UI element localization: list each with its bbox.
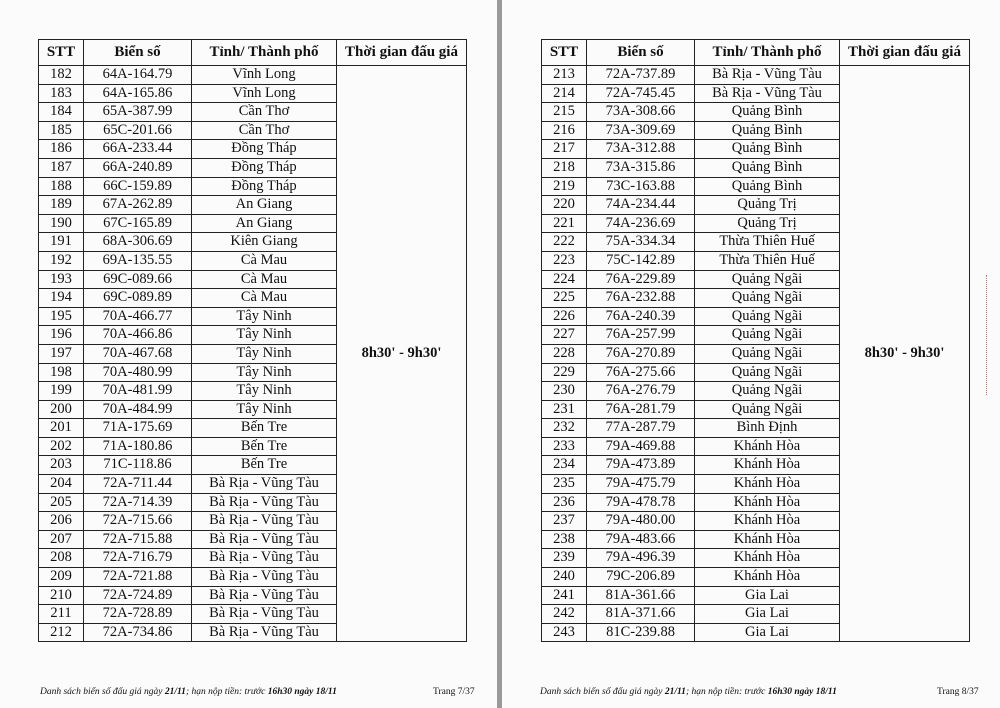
- cell-province: Bến Tre: [192, 419, 337, 438]
- cell-province: Bà Rịa - Vũng Tàu: [192, 586, 337, 605]
- auction-plate-table: [541, 39, 970, 642]
- cell-stt: 198: [39, 363, 84, 382]
- cell-stt: 225: [542, 289, 587, 308]
- cell-stt: 241: [542, 586, 587, 605]
- cell-plate-number: 79A-469.88: [587, 437, 695, 456]
- cell-stt: 187: [39, 158, 84, 177]
- cell-province: Tây Ninh: [192, 307, 337, 326]
- cell-province: Gia Lai: [695, 605, 840, 624]
- cell-province: Kiên Giang: [192, 233, 337, 252]
- table-header-row: [542, 40, 970, 66]
- cell-plate-number: 81A-371.66: [587, 605, 695, 624]
- cell-plate-number: 69A-135.55: [84, 251, 192, 270]
- header-stt: STT: [39, 40, 84, 66]
- cell-stt: 199: [39, 382, 84, 401]
- cell-province: Quảng Ngãi: [695, 289, 840, 308]
- cell-stt: 239: [542, 549, 587, 568]
- cell-stt: 189: [39, 196, 84, 215]
- cell-stt: 184: [39, 103, 84, 122]
- cell-plate-number: 70A-480.99: [84, 363, 192, 382]
- cell-stt: 228: [542, 344, 587, 363]
- cell-stt: 243: [542, 623, 587, 642]
- cell-province: An Giang: [192, 214, 337, 233]
- cell-plate-number: 76A-229.89: [587, 270, 695, 289]
- cell-plate-number: 72A-728.89: [84, 605, 192, 624]
- cell-stt: 191: [39, 233, 84, 252]
- cell-stt: 221: [542, 214, 587, 233]
- cell-province: Bà Rịa - Vũng Tàu: [192, 568, 337, 587]
- cell-province: Cà Mau: [192, 289, 337, 308]
- cell-province: Tây Ninh: [192, 363, 337, 382]
- cell-province: Khánh Hòa: [695, 456, 840, 475]
- page-number: Trang 7/37: [433, 687, 475, 697]
- cell-province: Vĩnh Long: [192, 66, 337, 85]
- cell-plate-number: 70A-466.77: [84, 307, 192, 326]
- cell-province: Quảng Ngãi: [695, 326, 840, 345]
- cell-stt: 215: [542, 103, 587, 122]
- cell-plate-number: 66A-233.44: [84, 140, 192, 159]
- cell-stt: 217: [542, 140, 587, 159]
- cell-stt: 230: [542, 382, 587, 401]
- cell-province: Khánh Hòa: [695, 512, 840, 531]
- cell-stt: 237: [542, 512, 587, 531]
- cell-stt: 183: [39, 84, 84, 103]
- cell-stt: 235: [542, 475, 587, 494]
- cell-plate-number: 81A-361.66: [587, 586, 695, 605]
- cell-province: Bà Rịa - Vũng Tàu: [192, 512, 337, 531]
- cell-auction-time: 8h30' - 9h30': [840, 66, 970, 642]
- cell-plate-number: 67C-165.89: [84, 214, 192, 233]
- cell-stt: 207: [39, 530, 84, 549]
- cell-plate-number: 73A-309.69: [587, 121, 695, 140]
- cell-plate-number: 75C-142.89: [587, 251, 695, 270]
- cell-plate-number: 67A-262.89: [84, 196, 192, 215]
- cell-plate-number: 70A-466.86: [84, 326, 192, 345]
- document-page-right: [502, 0, 1000, 708]
- cell-province: Khánh Hòa: [695, 549, 840, 568]
- table-row: [39, 66, 467, 85]
- cell-province: Quảng Trị: [695, 214, 840, 233]
- cell-plate-number: 77A-287.79: [587, 419, 695, 438]
- cell-province: Quảng Bình: [695, 103, 840, 122]
- cell-stt: 214: [542, 84, 587, 103]
- table-row: [542, 66, 970, 85]
- cell-province: Quảng Ngãi: [695, 363, 840, 382]
- cell-stt: 204: [39, 475, 84, 494]
- cell-plate-number: 76A-270.89: [587, 344, 695, 363]
- cell-stt: 222: [542, 233, 587, 252]
- cell-stt: 209: [39, 568, 84, 587]
- cell-province: Đồng Tháp: [192, 140, 337, 159]
- cell-stt: 208: [39, 549, 84, 568]
- cell-province: Quảng Ngãi: [695, 344, 840, 363]
- cell-stt: 227: [542, 326, 587, 345]
- cell-province: Cần Thơ: [192, 103, 337, 122]
- cell-plate-number: 71A-175.69: [84, 419, 192, 438]
- cell-stt: 224: [542, 270, 587, 289]
- cell-stt: 190: [39, 214, 84, 233]
- cell-province: Quảng Bình: [695, 158, 840, 177]
- cell-province: Khánh Hòa: [695, 437, 840, 456]
- cell-province: Bà Rịa - Vũng Tàu: [695, 84, 840, 103]
- cell-province: Tây Ninh: [192, 326, 337, 345]
- cell-province: Tây Ninh: [192, 382, 337, 401]
- cell-plate-number: 79A-496.39: [587, 549, 695, 568]
- cell-plate-number: 73A-312.88: [587, 140, 695, 159]
- cell-province: Quảng Ngãi: [695, 270, 840, 289]
- cell-province: Bà Rịa - Vũng Tàu: [192, 493, 337, 512]
- cell-plate-number: 81C-239.88: [587, 623, 695, 642]
- cell-plate-number: 69C-089.89: [84, 289, 192, 308]
- cell-plate-number: 76A-276.79: [587, 382, 695, 401]
- cell-plate-number: 66A-240.89: [84, 158, 192, 177]
- cell-province: Bến Tre: [192, 456, 337, 475]
- cell-province: Vĩnh Long: [192, 84, 337, 103]
- cell-stt: 240: [542, 568, 587, 587]
- cell-plate-number: 72A-721.88: [84, 568, 192, 587]
- cell-stt: 210: [39, 586, 84, 605]
- cell-province: Bà Rịa - Vũng Tàu: [192, 605, 337, 624]
- cell-plate-number: 79A-473.89: [587, 456, 695, 475]
- cell-province: Cần Thơ: [192, 121, 337, 140]
- page-footer-note: Danh sách biển số đấu giá ngày 21/11; hạn nộp tiền: trước 16h30 ngày 18/11: [540, 687, 837, 697]
- cell-stt: 212: [39, 623, 84, 642]
- cell-plate-number: 79A-478.78: [587, 493, 695, 512]
- cell-province: Gia Lai: [695, 586, 840, 605]
- cell-province: Khánh Hòa: [695, 493, 840, 512]
- table-header-row: [39, 40, 467, 66]
- cell-province: Quảng Ngãi: [695, 400, 840, 419]
- cell-plate-number: 76A-281.79: [587, 400, 695, 419]
- cell-plate-number: 65C-201.66: [84, 121, 192, 140]
- cell-plate-number: 72A-711.44: [84, 475, 192, 494]
- cell-plate-number: 75A-334.34: [587, 233, 695, 252]
- cell-province: Khánh Hòa: [695, 568, 840, 587]
- cell-plate-number: 72A-715.66: [84, 512, 192, 531]
- cell-stt: 242: [542, 605, 587, 624]
- cell-province: Bà Rịa - Vũng Tàu: [192, 623, 337, 642]
- cell-province: Quảng Bình: [695, 140, 840, 159]
- cell-auction-time: 8h30' - 9h30': [337, 66, 467, 642]
- cell-plate-number: 70A-467.68: [84, 344, 192, 363]
- cell-plate-number: 64A-165.86: [84, 84, 192, 103]
- cell-plate-number: 76A-232.88: [587, 289, 695, 308]
- cell-province: Bến Tre: [192, 437, 337, 456]
- cell-province: Quảng Bình: [695, 121, 840, 140]
- cell-province: An Giang: [192, 196, 337, 215]
- cell-stt: 200: [39, 400, 84, 419]
- cell-stt: 233: [542, 437, 587, 456]
- cell-province: Đồng Tháp: [192, 158, 337, 177]
- cell-plate-number: 72A-715.88: [84, 530, 192, 549]
- cell-stt: 236: [542, 493, 587, 512]
- cell-province: Đồng Tháp: [192, 177, 337, 196]
- cell-plate-number: 79A-475.79: [587, 475, 695, 494]
- cell-stt: 232: [542, 419, 587, 438]
- auction-plate-table: [38, 39, 467, 642]
- cell-province: Khánh Hòa: [695, 475, 840, 494]
- cell-stt: 196: [39, 326, 84, 345]
- cell-province: Gia Lai: [695, 623, 840, 642]
- cell-plate-number: 70A-484.99: [84, 400, 192, 419]
- cell-plate-number: 70A-481.99: [84, 382, 192, 401]
- cell-stt: 197: [39, 344, 84, 363]
- cell-stt: 211: [39, 605, 84, 624]
- cell-province: Tây Ninh: [192, 400, 337, 419]
- cell-province: Quảng Bình: [695, 177, 840, 196]
- cell-stt: 219: [542, 177, 587, 196]
- cell-stt: 206: [39, 512, 84, 531]
- cell-stt: 216: [542, 121, 587, 140]
- cell-province: Cà Mau: [192, 270, 337, 289]
- cell-plate-number: 71A-180.86: [84, 437, 192, 456]
- cell-stt: 234: [542, 456, 587, 475]
- cell-province: Thừa Thiên Huế: [695, 251, 840, 270]
- cell-province: Quảng Trị: [695, 196, 840, 215]
- cell-province: Bình Định: [695, 419, 840, 438]
- cell-plate-number: 73A-308.66: [587, 103, 695, 122]
- cell-plate-number: 79A-480.00: [587, 512, 695, 531]
- cell-plate-number: 72A-714.39: [84, 493, 192, 512]
- cell-stt: 203: [39, 456, 84, 475]
- cell-plate-number: 79A-483.66: [587, 530, 695, 549]
- cell-plate-number: 69C-089.66: [84, 270, 192, 289]
- cell-province: Khánh Hòa: [695, 530, 840, 549]
- cell-stt: 218: [542, 158, 587, 177]
- cell-province: Quảng Ngãi: [695, 307, 840, 326]
- header-stt: STT: [542, 40, 587, 66]
- cell-plate-number: 76A-275.66: [587, 363, 695, 382]
- cell-province: Thừa Thiên Huế: [695, 233, 840, 252]
- cell-stt: 192: [39, 251, 84, 270]
- cell-stt: 205: [39, 493, 84, 512]
- cell-stt: 194: [39, 289, 84, 308]
- cell-plate-number: 74A-236.69: [587, 214, 695, 233]
- header-plate: Biển số: [587, 40, 695, 66]
- cell-stt: 238: [542, 530, 587, 549]
- red-stamp-mark: [986, 275, 999, 395]
- header-auction-time: Thời gian đấu giá: [840, 40, 970, 66]
- cell-plate-number: 72A-745.45: [587, 84, 695, 103]
- cell-province: Bà Rịa - Vũng Tàu: [192, 549, 337, 568]
- header-plate: Biển số: [84, 40, 192, 66]
- cell-plate-number: 73C-163.88: [587, 177, 695, 196]
- cell-plate-number: 72A-734.86: [84, 623, 192, 642]
- cell-province: Bà Rịa - Vũng Tàu: [192, 530, 337, 549]
- cell-province: Bà Rịa - Vũng Tàu: [192, 475, 337, 494]
- header-province: Tỉnh/ Thành phố: [695, 40, 840, 66]
- cell-stt: 220: [542, 196, 587, 215]
- cell-stt: 182: [39, 66, 84, 85]
- cell-stt: 213: [542, 66, 587, 85]
- cell-stt: 231: [542, 400, 587, 419]
- cell-plate-number: 71C-118.86: [84, 456, 192, 475]
- header-province: Tỉnh/ Thành phố: [192, 40, 337, 66]
- cell-plate-number: 72A-724.89: [84, 586, 192, 605]
- cell-plate-number: 74A-234.44: [587, 196, 695, 215]
- cell-province: Bà Rịa - Vũng Tàu: [695, 66, 840, 85]
- cell-province: Tây Ninh: [192, 344, 337, 363]
- cell-plate-number: 68A-306.69: [84, 233, 192, 252]
- cell-stt: 185: [39, 121, 84, 140]
- cell-plate-number: 66C-159.89: [84, 177, 192, 196]
- cell-plate-number: 64A-164.79: [84, 66, 192, 85]
- cell-province: Cà Mau: [192, 251, 337, 270]
- page-number: Trang 8/37: [937, 687, 979, 697]
- cell-stt: 186: [39, 140, 84, 159]
- cell-plate-number: 79C-206.89: [587, 568, 695, 587]
- cell-stt: 195: [39, 307, 84, 326]
- cell-stt: 202: [39, 437, 84, 456]
- cell-plate-number: 72A-716.79: [84, 549, 192, 568]
- header-auction-time: Thời gian đấu giá: [337, 40, 467, 66]
- cell-stt: 223: [542, 251, 587, 270]
- cell-province: Quảng Ngãi: [695, 382, 840, 401]
- cell-plate-number: 65A-387.99: [84, 103, 192, 122]
- cell-stt: 201: [39, 419, 84, 438]
- cell-plate-number: 72A-737.89: [587, 66, 695, 85]
- page-footer-note: Danh sách biển số đấu giá ngày 21/11; hạn nộp tiền: trước 16h30 ngày 18/11: [40, 687, 337, 697]
- cell-stt: 193: [39, 270, 84, 289]
- cell-stt: 188: [39, 177, 84, 196]
- cell-plate-number: 76A-257.99: [587, 326, 695, 345]
- cell-plate-number: 73A-315.86: [587, 158, 695, 177]
- document-page-left: [0, 0, 497, 708]
- cell-stt: 229: [542, 363, 587, 382]
- cell-stt: 226: [542, 307, 587, 326]
- cell-plate-number: 76A-240.39: [587, 307, 695, 326]
